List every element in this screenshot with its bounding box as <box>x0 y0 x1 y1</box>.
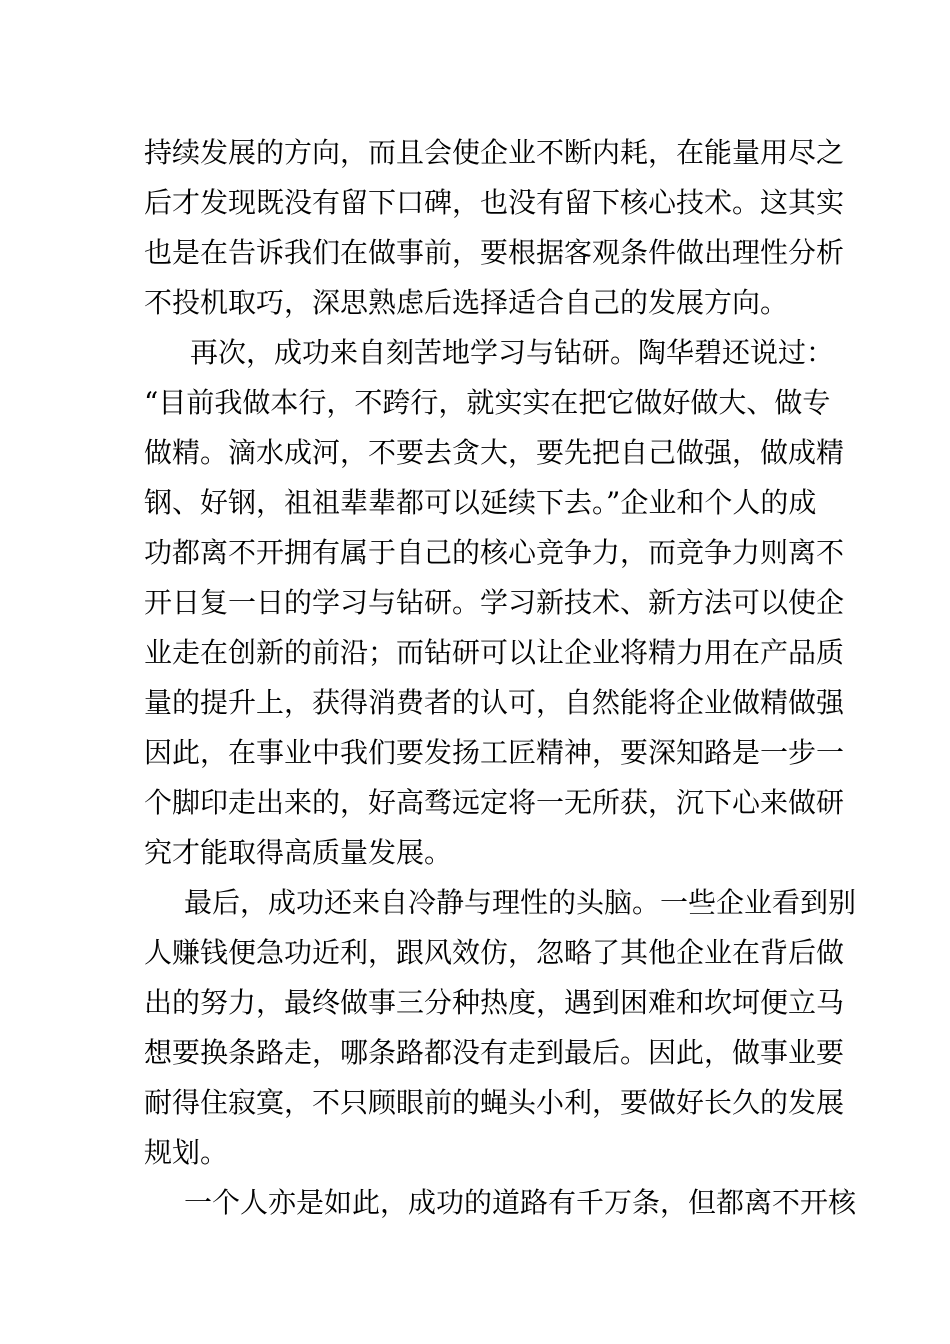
text-line: 个脚印走出来的，好高骛远定将一无所获，沉下心来做研 <box>144 786 845 819</box>
text-line: 人赚钱便急功近利，跟风效仿，忽略了其他企业在背后做 <box>144 936 845 969</box>
text-line: 量的提升上，获得消费者的认可，自然能将企业做精做强 <box>144 686 845 719</box>
text-line: 钢、好钢，祖祖辈辈都可以延续下去。”企业和个人的成 <box>144 486 817 519</box>
text-line: 究才能取得高质量发展。 <box>144 836 453 869</box>
paragraph-start-line: 最后，成功还来自冷静与理性的头脑。一些企业看到别 <box>184 886 857 919</box>
text-line: 功都离不开拥有属于自己的核心竞争力，而竞争力则离不 <box>144 536 845 569</box>
text-line: 持续发展的方向，而且会使企业不断内耗，在能量用尽之 <box>144 136 845 169</box>
text-line: 耐得住寂寞，不只顾眼前的蝇头小利，要做好长久的发展 <box>144 1086 845 1119</box>
text-line: 开日复一日的学习与钻研。学习新技术、新方法可以使企 <box>144 586 845 619</box>
document-body <box>144 128 857 1228</box>
text-line: 想要换条路走，哪条路都没有走到最后。因此，做事业要 <box>144 1036 845 1069</box>
text-line: “目前我做本行，不跨行，就实实在把它做好做大、做专 <box>144 386 831 419</box>
text-line: 规划。 <box>144 1136 229 1169</box>
text-line: 做精。滴水成河，不要去贪大，要先把自己做强，做成精 <box>144 436 845 469</box>
text-line: 出的努力，最终做事三分种热度，遇到困难和坎坷便立马 <box>144 986 845 1019</box>
paragraph-start-line: 一个人亦是如此，成功的道路有千万条，但都离不开核 <box>184 1186 857 1219</box>
text-line: 因此，在事业中我们要发扬工匠精神，要深知路是一步一 <box>144 736 845 769</box>
text-line: 不投机取巧，深思熟虑后选择适合自己的发展方向。 <box>144 286 789 319</box>
paragraph-start-line: 再次，成功来自刻苦地学习与钻研。陶华碧还说过： <box>190 336 835 369</box>
text-line: 也是在告诉我们在做事前，要根据客观条件做出理性分析 <box>144 236 845 269</box>
text-line: 后才发现既没有留下口碑，也没有留下核心技术。这其实 <box>144 186 845 219</box>
text-line: 业走在创新的前沿；而钻研可以让企业将精力用在产品质 <box>144 636 845 669</box>
